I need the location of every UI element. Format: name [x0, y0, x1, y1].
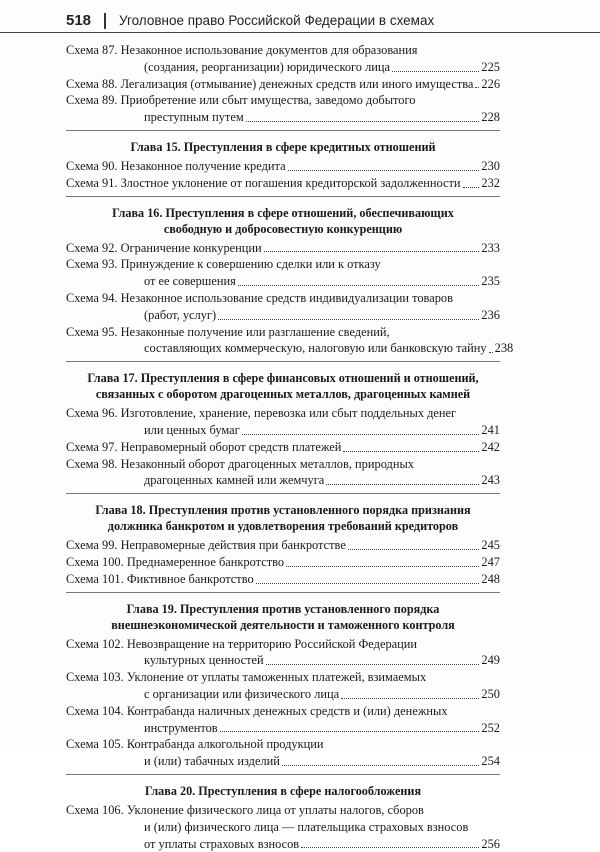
scheme-number: Схема 106.: [66, 802, 124, 819]
toc-entry-line: [66, 59, 500, 76]
chapter-heading-line: связанных с оборотом драгоценных металлов, драгоценных камней: [66, 386, 500, 402]
toc-entry: [66, 537, 500, 554]
page-ref: 249: [481, 652, 500, 669]
page-number: 518: [66, 12, 91, 29]
scheme-number: Схема 88.: [66, 76, 118, 93]
dot-leader: [238, 273, 480, 286]
toc-entry: [66, 158, 500, 175]
dot-leader: [343, 439, 479, 452]
page-ref: 248: [481, 571, 500, 588]
scheme-number: Схема 100.: [66, 554, 124, 571]
scheme-title: преступным путем: [144, 109, 244, 126]
scheme-title: Незаконное получение кредита: [121, 158, 286, 175]
chapter-heading: [66, 502, 500, 534]
chapter-divider: [66, 130, 500, 131]
page-ref: 233: [481, 240, 500, 257]
toc-entry: [66, 736, 500, 770]
toc-entry-line: [66, 720, 500, 737]
scheme-number: Схема 95.: [66, 324, 118, 341]
chapter-heading-line: Глава 20. Преступления в сфере налогообложения: [66, 783, 500, 799]
dot-leader: [218, 307, 479, 320]
toc-entry: [66, 405, 500, 439]
running-title: Уголовное право Российской Федерации в схемах: [119, 13, 434, 28]
scheme-title: и (или) физического лица — плательщика страховых взносов: [144, 819, 468, 836]
toc-entry-line: [66, 703, 500, 720]
chapter-heading-line: Глава 18. Преступления против установленного порядка признания: [66, 502, 500, 518]
toc-entry: [66, 175, 500, 192]
page-ref: 252: [481, 720, 500, 737]
toc-entry: [66, 92, 500, 126]
page-ref: 241: [481, 422, 500, 439]
toc-entry-line: [66, 290, 500, 307]
scheme-title: инструментов: [144, 720, 218, 737]
scheme-title: культурных ценностей: [144, 652, 264, 669]
chapter-heading: [66, 601, 500, 633]
page-ref: 226: [481, 76, 500, 93]
scheme-title: от уплаты страховых взносов: [144, 836, 299, 852]
toc-entry-line: [66, 158, 500, 175]
chapter-heading: [66, 783, 500, 799]
toc-entry-line: [66, 802, 500, 819]
toc-entry-line: [66, 307, 500, 324]
toc-entry: [66, 636, 500, 670]
chapter-divider: [66, 592, 500, 593]
scheme-number: Схема 90.: [66, 158, 118, 175]
scheme-title: Уклонение физического лица от уплаты налогов, сборов: [127, 802, 424, 819]
chapter-heading: [66, 139, 500, 155]
toc-entry: [66, 571, 500, 588]
scheme-title: драгоценных камней или жемчуга: [144, 472, 324, 489]
dot-leader: [392, 59, 479, 72]
dot-leader: [282, 753, 479, 766]
dot-leader: [348, 537, 480, 550]
page-ref: 230: [481, 158, 500, 175]
page-ref: 232: [481, 175, 500, 192]
toc-entry-line: [66, 636, 500, 653]
toc-entry: [66, 439, 500, 456]
dot-leader: [266, 652, 480, 665]
chapter-divider: [66, 361, 500, 362]
toc-entry-line: [66, 109, 500, 126]
toc-entry-line: [66, 175, 500, 192]
scheme-title: (создания, реорганизации) юридического лица: [144, 59, 390, 76]
toc-entry-line: [66, 472, 500, 489]
page-ref: 250: [481, 686, 500, 703]
scheme-title: Легализация (отмывание) денежных средств или иного имущества: [121, 76, 474, 93]
dot-leader: [288, 158, 480, 171]
chapter-heading-line: должника банкротом и удовлетворения требований кредиторов: [66, 518, 500, 534]
chapter-heading: [66, 370, 500, 402]
scheme-title: Ограничение конкуренции: [121, 240, 262, 257]
toc-entry: [66, 290, 500, 324]
chapter-divider: [66, 774, 500, 775]
toc-entry-line: [66, 405, 500, 422]
scheme-title: Изготовление, хранение, перевозка или сбыт поддельных денег: [121, 405, 457, 422]
page-ref: 225: [481, 59, 500, 76]
scheme-number: Схема 103.: [66, 669, 124, 686]
toc-entry-line: [66, 819, 500, 836]
scheme-title: Незаконное использование средств индивидуализации товаров: [121, 290, 453, 307]
page-ref: 254: [481, 753, 500, 770]
toc-entry-line: [66, 736, 500, 753]
toc-entry: [66, 324, 500, 358]
dot-leader: [475, 76, 479, 89]
scheme-number: Схема 102.: [66, 636, 124, 653]
dot-leader: [489, 340, 493, 353]
dot-leader: [326, 472, 479, 485]
scheme-number: Схема 105.: [66, 736, 124, 753]
page-ref: 242: [481, 439, 500, 456]
toc-entry: [66, 703, 500, 737]
page-ref: 245: [481, 537, 500, 554]
scheme-title: Незаконные получение или разглашение сведений,: [121, 324, 390, 341]
scheme-title: Незаконное использование документов для образования: [121, 42, 418, 59]
dot-leader: [242, 422, 480, 435]
scheme-number: Схема 93.: [66, 256, 118, 273]
chapter-heading: [66, 205, 500, 237]
scheme-title: Уклонение от уплаты таможенных платежей, взимаемых: [127, 669, 426, 686]
scheme-title: Фиктивное банкротство: [127, 571, 254, 588]
scheme-number: Схема 96.: [66, 405, 118, 422]
scheme-title: Невозвращение на территорию Российской Федерации: [127, 636, 417, 653]
scheme-number: Схема 101.: [66, 571, 124, 588]
dot-leader: [220, 720, 480, 733]
toc-entry-line: [66, 836, 500, 852]
scheme-number: Схема 91.: [66, 175, 118, 192]
scheme-number: Схема 99.: [66, 537, 118, 554]
chapter-heading-line: внешнеэкономической деятельности и таможенного контроля: [66, 617, 500, 633]
toc-entry-line: [66, 422, 500, 439]
scheme-title: Преднамеренное банкротство: [127, 554, 284, 571]
page-ref: 235: [481, 273, 500, 290]
dot-leader: [264, 240, 480, 253]
scheme-title: Контрабанда наличных денежных средств и (или) денежных: [127, 703, 448, 720]
chapter-heading-line: свободную и добросовестную конкуренцию: [66, 221, 500, 237]
toc-entry-line: [66, 686, 500, 703]
toc-entry-line: [66, 439, 500, 456]
page-ref: 236: [481, 307, 500, 324]
toc-entry-line: [66, 42, 500, 59]
page-ref: 238: [495, 340, 514, 357]
toc-entry-line: [66, 340, 500, 357]
scheme-number: Схема 94.: [66, 290, 118, 307]
dot-leader: [246, 109, 480, 122]
running-header: [0, 10, 600, 33]
chapter-divider: [66, 493, 500, 494]
scheme-title: Незаконный оборот драгоценных металлов, природных: [121, 456, 414, 473]
table-of-contents: [66, 42, 500, 852]
scheme-number: Схема 87.: [66, 42, 118, 59]
chapter-heading-line: Глава 19. Преступления против установленного порядка: [66, 601, 500, 617]
dot-leader: [463, 175, 480, 188]
scheme-title: Неправомерные действия при банкротстве: [121, 537, 346, 554]
toc-entry-line: [66, 324, 500, 341]
scheme-title: (работ, услуг): [144, 307, 216, 324]
toc-entry-line: [66, 256, 500, 273]
toc-entry: [66, 554, 500, 571]
toc-entry-line: [66, 240, 500, 257]
toc-entry-line: [66, 669, 500, 686]
scheme-title: и (или) табачных изделий: [144, 753, 280, 770]
toc-entry: [66, 42, 500, 76]
scheme-number: Схема 97.: [66, 439, 118, 456]
scheme-number: Схема 92.: [66, 240, 118, 257]
dot-leader: [301, 836, 479, 849]
scheme-title: или ценных бумаг: [144, 422, 240, 439]
scheme-number: Схема 98.: [66, 456, 118, 473]
toc-entry: [66, 240, 500, 257]
scheme-title: от ее совершения: [144, 273, 236, 290]
chapter-heading-line: Глава 17. Преступления в сфере финансовых отношений и отношений,: [66, 370, 500, 386]
scheme-title: составляющих коммерческую, налоговую или банковскую тайну: [144, 340, 487, 357]
toc-entry-line: [66, 273, 500, 290]
toc-entry: [66, 456, 500, 490]
page-ref: 247: [481, 554, 500, 571]
scheme-title: Принуждение к совершению сделки или к отказу: [121, 256, 381, 273]
scheme-number: Схема 89.: [66, 92, 118, 109]
scheme-number: Схема 104.: [66, 703, 124, 720]
toc-entry: [66, 76, 500, 93]
toc-entry-line: [66, 92, 500, 109]
scheme-title: Неправомерный оборот средств платежей: [121, 439, 342, 456]
dot-leader: [286, 554, 479, 567]
toc-entry-line: [66, 753, 500, 770]
chapter-divider: [66, 196, 500, 197]
toc-entry: [66, 256, 500, 290]
scheme-title: Злостное уклонение от погашения кредиторской задолженности: [121, 175, 461, 192]
scheme-title: с организации или физического лица: [144, 686, 339, 703]
page-ref: 228: [481, 109, 500, 126]
chapter-heading-line: Глава 16. Преступления в сфере отношений, обеспечивающих: [66, 205, 500, 221]
toc-entry-line: [66, 571, 500, 588]
header-divider: [104, 13, 106, 29]
scheme-title: Контрабанда алкогольной продукции: [127, 736, 324, 753]
dot-leader: [256, 571, 480, 584]
dot-leader: [341, 686, 479, 699]
toc-entry: [66, 802, 500, 852]
toc-entry-line: [66, 652, 500, 669]
scheme-title: Приобретение или сбыт имущества, заведомо добытого: [121, 92, 416, 109]
page-ref: 256: [481, 836, 500, 852]
toc-entry-line: [66, 537, 500, 554]
toc-entry-line: [66, 76, 500, 93]
page-ref: 243: [481, 472, 500, 489]
toc-entry-line: [66, 554, 500, 571]
toc-entry-line: [66, 456, 500, 473]
chapter-heading-line: Глава 15. Преступления в сфере кредитных отношений: [66, 139, 500, 155]
toc-entry: [66, 669, 500, 703]
